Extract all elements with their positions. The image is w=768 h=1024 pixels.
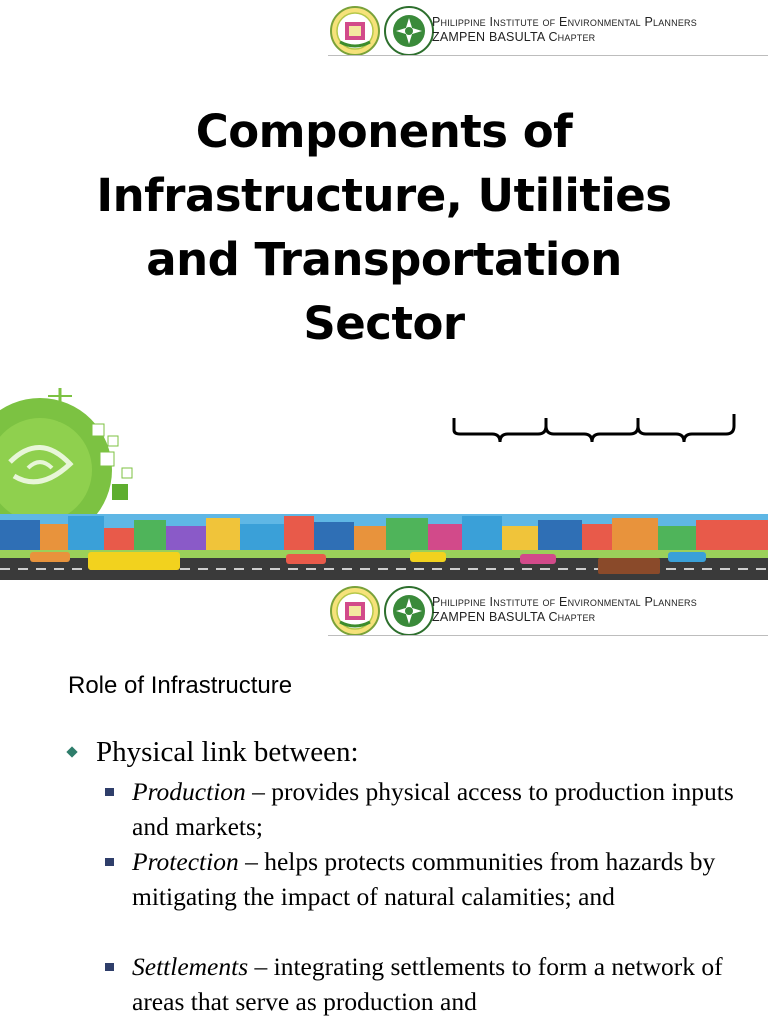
organization-name (432, 595, 697, 625)
sub-bullet-term: Settlements (132, 952, 249, 981)
org-name-line2: ZAMPEN BASULTA Chapter (432, 30, 596, 44)
content-slide (0, 580, 768, 1024)
title-line: and Transportation (146, 233, 622, 286)
bullet-item (70, 734, 359, 770)
org-name-line1: Philippine Institute of Environmental Planners (432, 595, 697, 609)
title-line: Infrastructure, Utilities (96, 169, 672, 222)
header-divider (328, 635, 768, 636)
sub-bullet-term: Protection (132, 847, 239, 876)
diamond-bullet-icon (66, 746, 77, 757)
org-name-line2: ZAMPEN BASULTA Chapter (432, 610, 596, 624)
eco-globe-graphic (0, 372, 160, 522)
bullet-text: Physical link between: (96, 736, 359, 768)
piep-seal-logo (330, 6, 380, 56)
piep-seal-logo (330, 586, 380, 636)
sub-bullet-description: – provides physical access to production inputs and markets; (132, 777, 734, 841)
square-bullet-icon (105, 963, 114, 971)
square-bullet-icon (105, 788, 114, 796)
chapter-seal-logo (384, 6, 434, 56)
square-bullet-icon (105, 858, 114, 866)
section-heading: Role of Infrastructure (68, 672, 293, 699)
sub-bullet-item (108, 844, 748, 914)
city-street-banner (0, 514, 768, 580)
sub-bullet-item (108, 774, 748, 844)
sub-bullet-text (132, 949, 748, 1019)
sub-bullet-text (132, 844, 748, 914)
title-line: Components of (195, 105, 573, 158)
slide-title (40, 100, 728, 356)
sub-bullet-text (132, 774, 748, 844)
chapter-seal-logo (384, 586, 434, 636)
org-name-line1: Philippine Institute of Environmental Planners (432, 15, 697, 29)
organization-name (432, 15, 697, 45)
title-line: Sector (303, 297, 465, 350)
sub-bullet-term: Production (132, 777, 246, 806)
curly-brace-graphic (448, 408, 740, 452)
sub-bullet-item (108, 949, 748, 1019)
header-divider (328, 55, 768, 56)
slide-header (328, 4, 768, 56)
sub-bullet-description: – helps protects communities from hazards by mitigating the impact of natural calamities; and (132, 847, 716, 911)
sub-bullet-description: – integrating settlements to form a network of areas that serve as production and (132, 952, 723, 1016)
slide-header (328, 584, 768, 636)
